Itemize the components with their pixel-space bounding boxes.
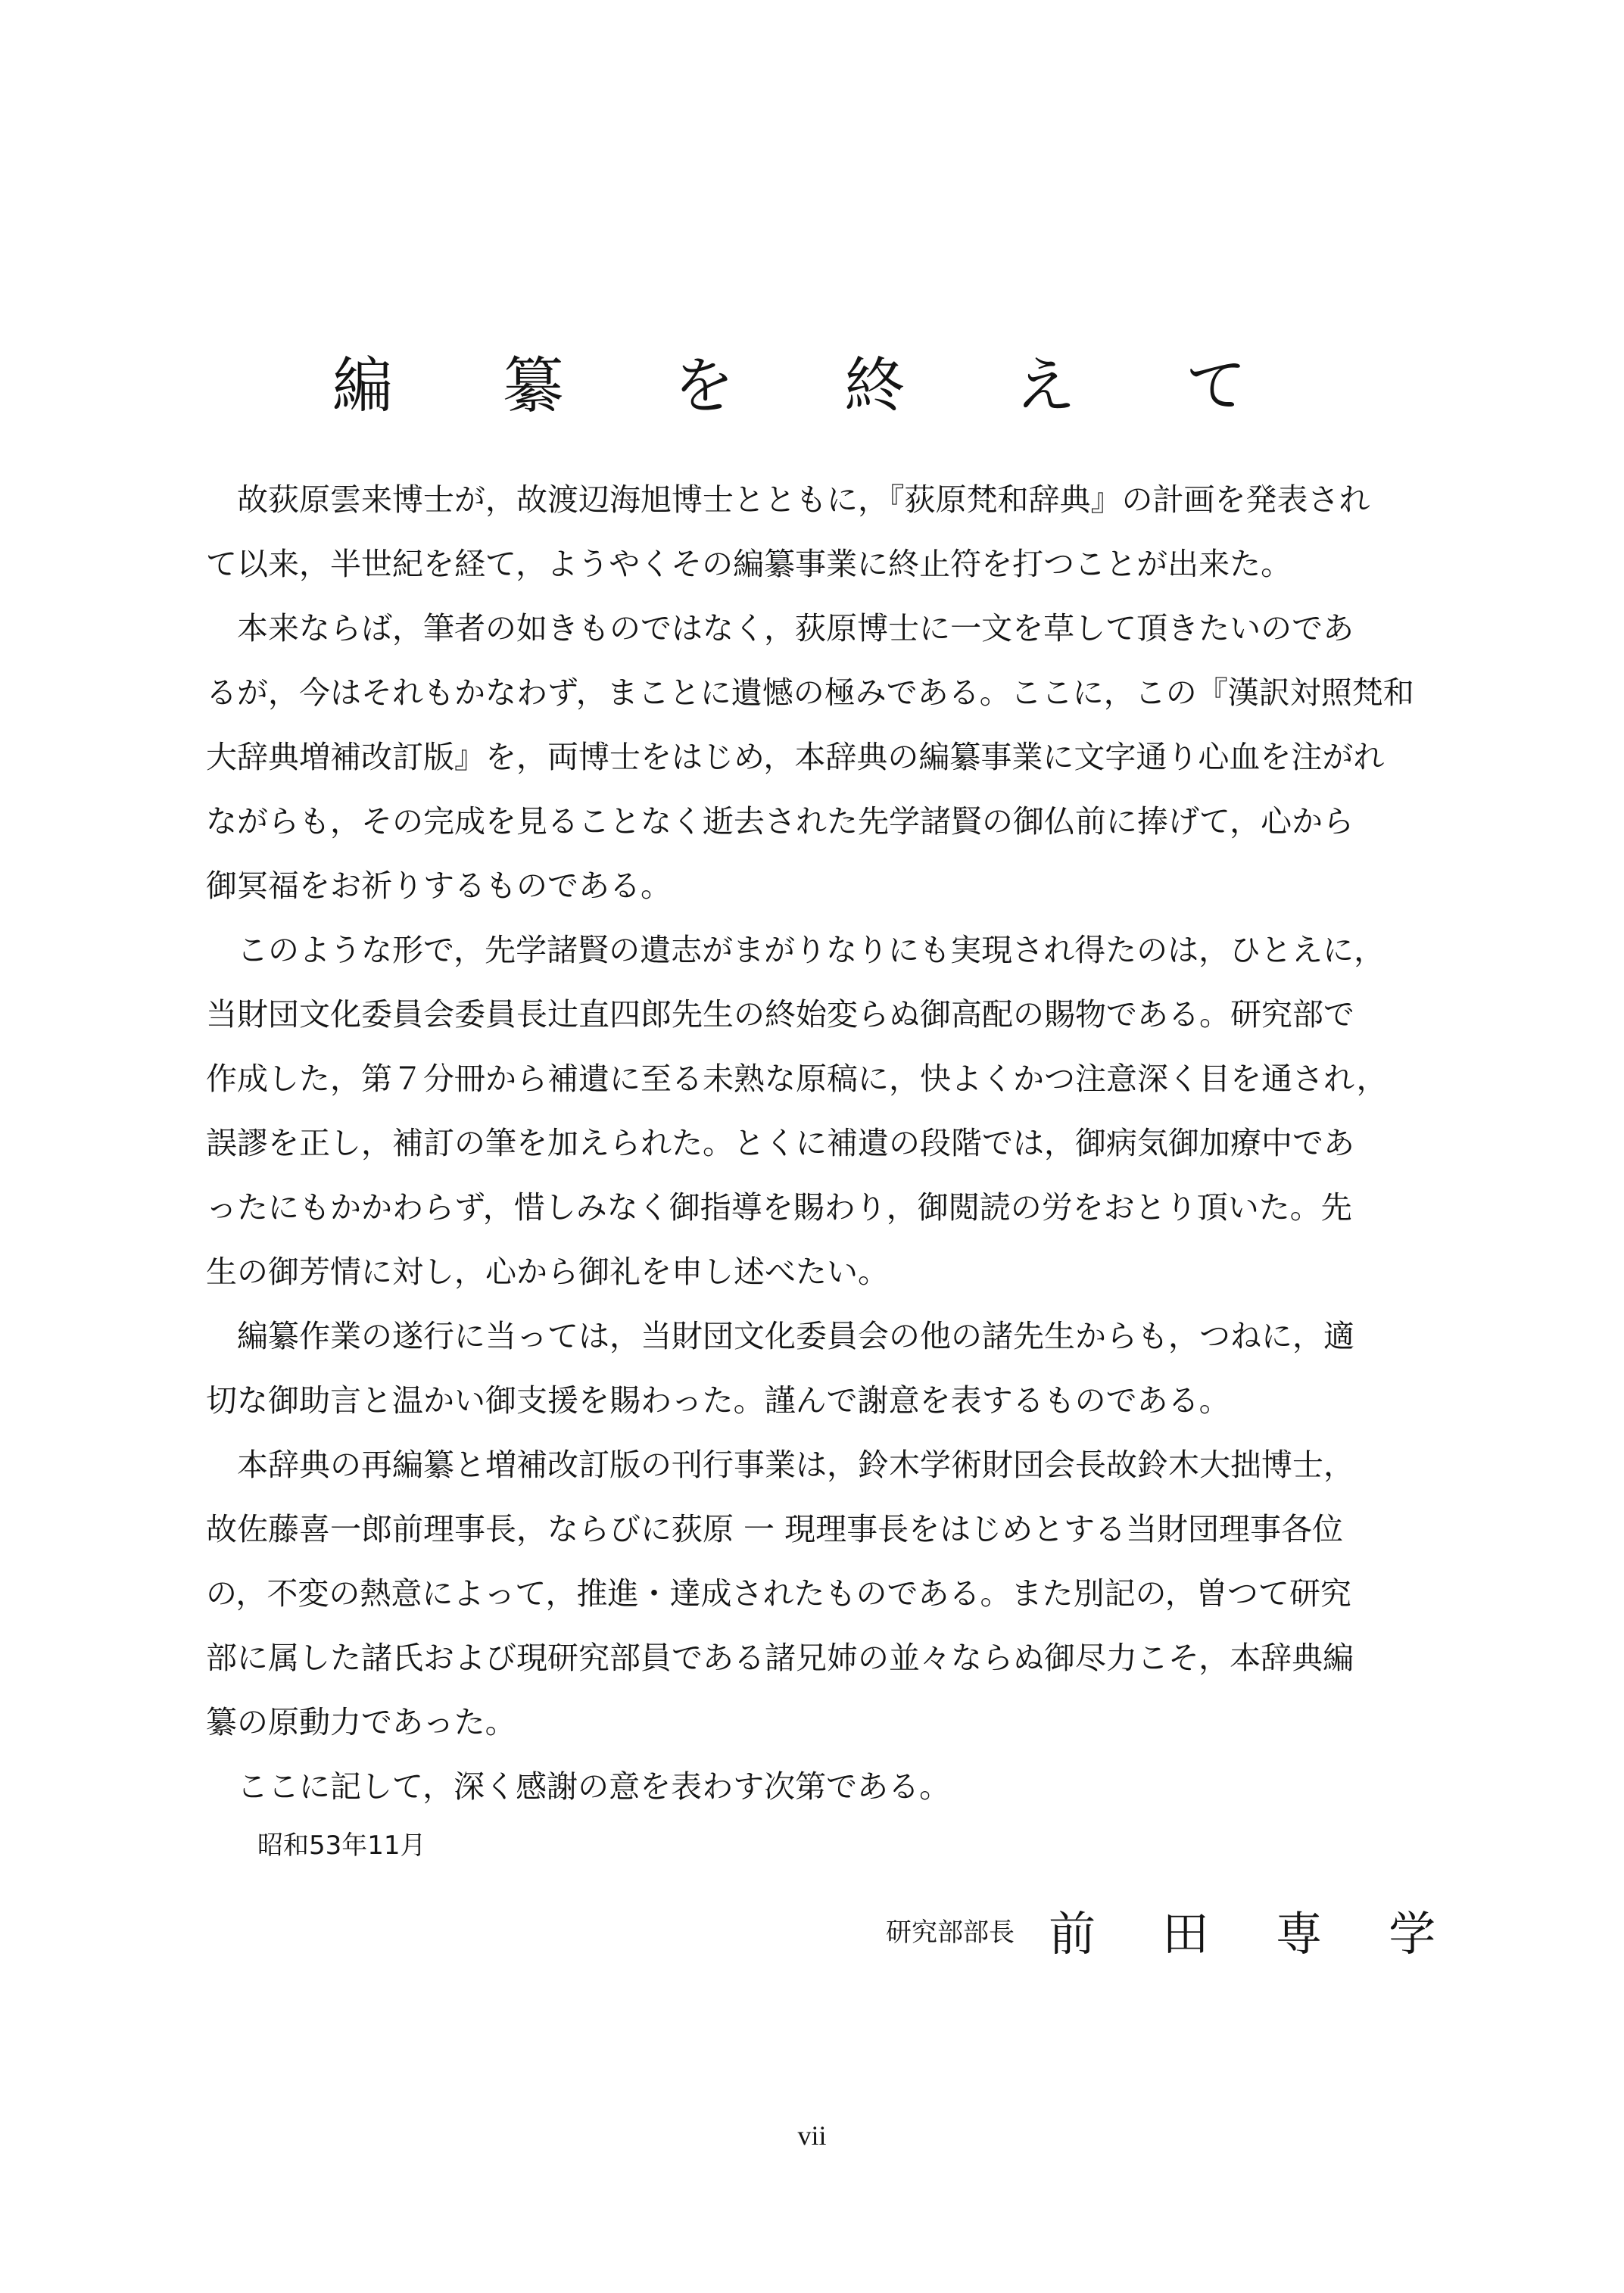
text-line: ここに記して，深く感謝の意を表わす次第である。 bbox=[237, 1768, 951, 1805]
text-line: ながらも，その完成を見ることなく逝去された先学諸賢の御仏前に捧げて，心から bbox=[206, 803, 1354, 840]
text-line: 切な御助言と温かい御支援を賜わった。謹んで謝意を表するものである。 bbox=[206, 1382, 1230, 1419]
text-line: 誤謬を正し，補訂の筆を加えられた。とくに補遺の段階では，御病気御加療中であ bbox=[206, 1125, 1354, 1161]
text-line: ったにもかかわらず，惜しみなく御指導を賜わり，御閲読の労をおとり頂いた。先 bbox=[206, 1189, 1352, 1226]
date: 昭和53年11月 bbox=[257, 1830, 426, 1861]
text-line: 故荻原雲来博士が，故渡辺海旭博士とともに，『荻原梵和辞典』の計画を発表され bbox=[237, 481, 1370, 518]
text-line: このような形で，先学諸賢の遺志がまがりなりにも実現され得たのは，ひとえに， bbox=[237, 932, 1386, 968]
text-line: 作成した，第７分冊から補遺に至る未熟な原稿に，快よくかつ注意深く目を通され， bbox=[206, 1061, 1388, 1097]
text-line: の，不変の熱意によって，推進・達成されたものである。また別記の，曽つて研究 bbox=[206, 1575, 1351, 1612]
signature bbox=[886, 1896, 1461, 1964]
text-line: 纂の原動力であった。 bbox=[206, 1704, 516, 1740]
text-line: 生の御芳情に対し，心から御礼を申し述べたい。 bbox=[206, 1254, 889, 1290]
text-line: 御冥福をお祈りするものである。 bbox=[206, 868, 672, 904]
paragraph-1 bbox=[206, 468, 1440, 597]
page-number: vii bbox=[797, 2120, 827, 2151]
paragraph-5 bbox=[206, 1433, 1440, 1755]
paragraph-6 bbox=[206, 1755, 1440, 1819]
paragraph-3 bbox=[206, 918, 1440, 1304]
text-line: 編纂作業の遂行に当っては，当財団文化委員会の他の諸先生からも，つねに，適 bbox=[237, 1318, 1354, 1354]
text-line: 部に属した諸氏および現研究部員である諸兄姉の並々ならぬ御尽力こそ，本辞典編 bbox=[206, 1640, 1354, 1676]
text-line: 大辞典増補改訂版』を，両博士をはじめ，本辞典の編纂事業に文字通り心血を注がれ bbox=[206, 739, 1385, 775]
paragraph-2 bbox=[206, 597, 1440, 918]
text-line: 本来ならば，筆者の如きものではなく，荻原博士に一文を草して頂きたいのであ bbox=[237, 610, 1354, 646]
text-line: 当財団文化委員会委員長辻直四郎先生の終始変らぬ御高配の賜物である。研究部で bbox=[206, 996, 1354, 1033]
signature-title: 研究部部長 bbox=[886, 1918, 1015, 1948]
text-line: るが，今はそれもかなわず，まことに遺憾の極みである。ここに，この『漢訳対照梵和 bbox=[206, 675, 1414, 711]
text-line: 故佐藤喜一郎前理事長，ならびに荻原 一 現理事長をはじめとする当財団理事各位 bbox=[206, 1511, 1344, 1547]
paragraph-4 bbox=[206, 1304, 1440, 1433]
page-title: 編 纂 を 終 え て bbox=[332, 350, 1292, 421]
body-text bbox=[206, 468, 1440, 1819]
text-line: て以来，半世紀を経て，ようやくその編纂事業に終止符を打つことが出来た。 bbox=[206, 546, 1292, 582]
text-line: 本辞典の再編纂と増補改訂版の刊行事業は，鈴木学術財団会長故鈴木大拙博士， bbox=[237, 1447, 1354, 1483]
signature-name: 前 田 専 学 bbox=[1049, 1906, 1462, 1961]
